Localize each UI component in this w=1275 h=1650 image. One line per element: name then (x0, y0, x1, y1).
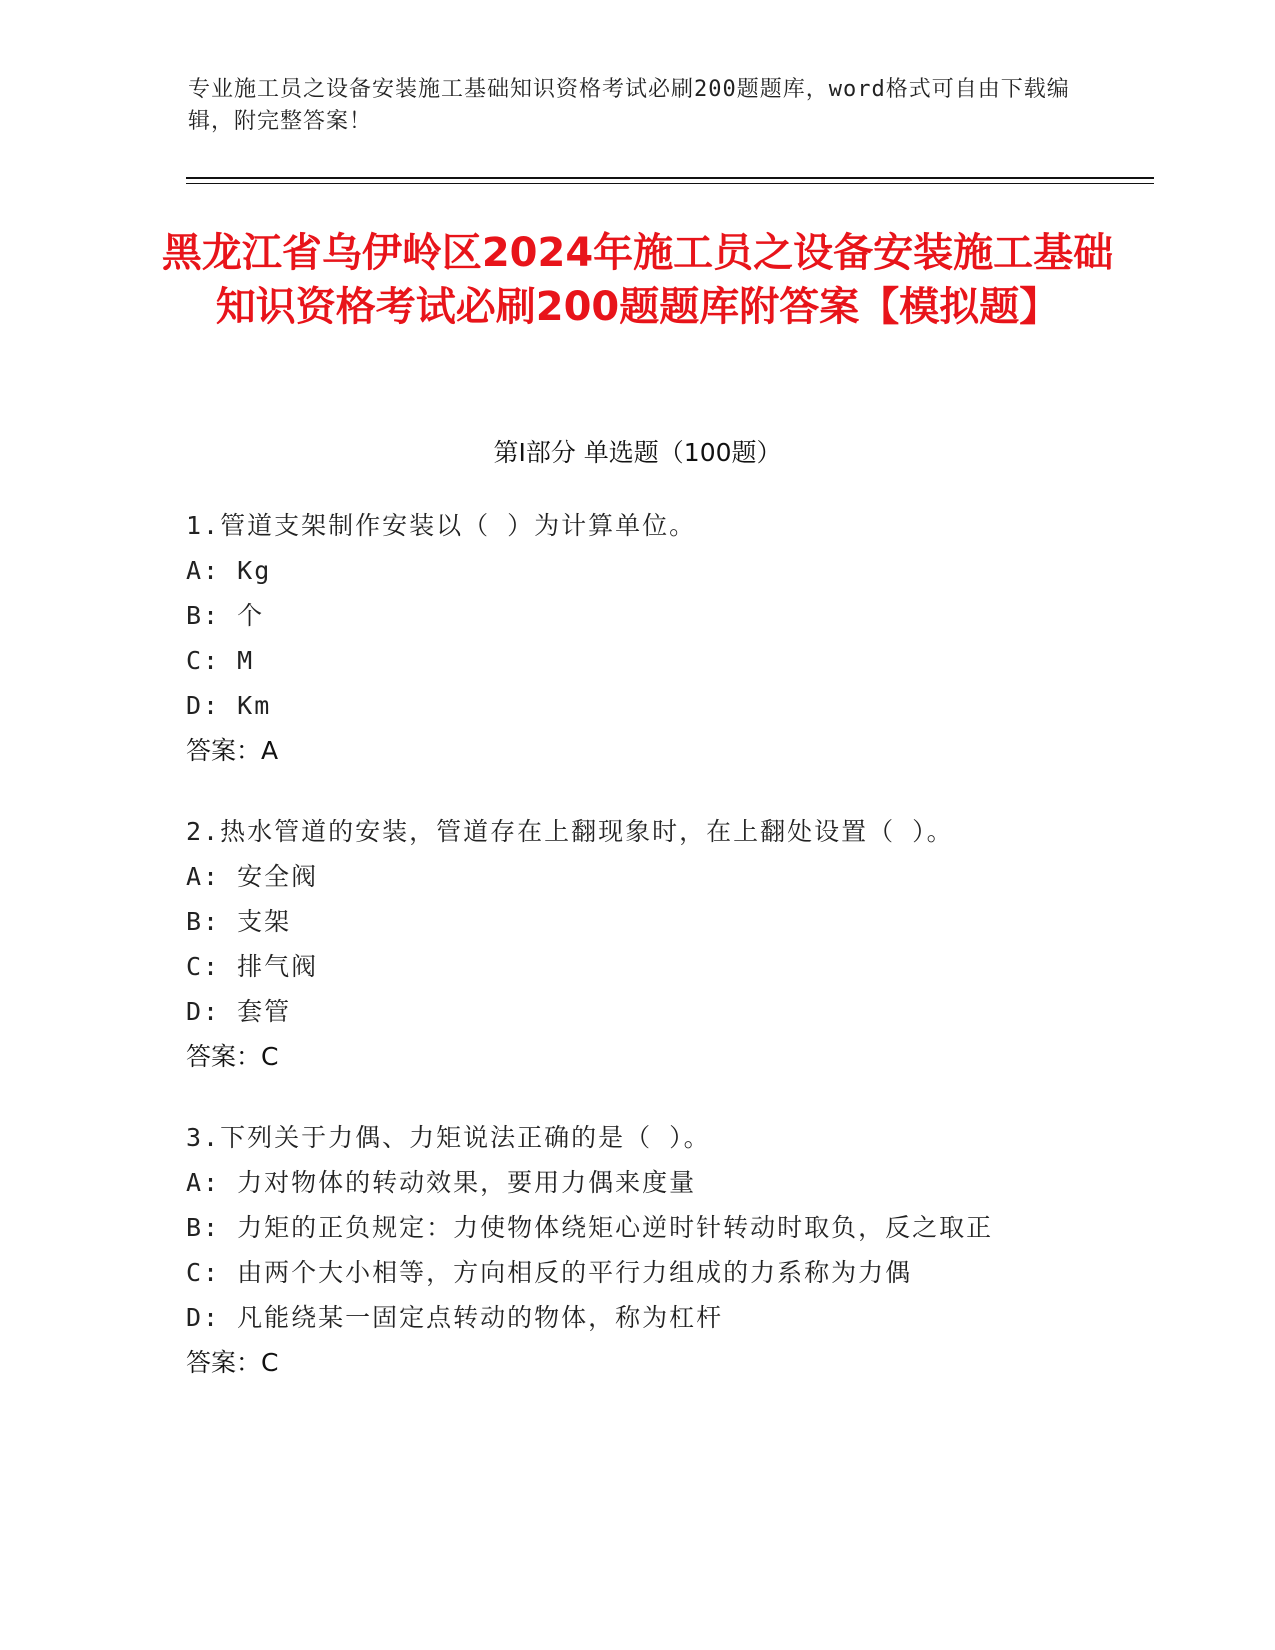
option-b: B: 个 (186, 601, 265, 630)
question-3 (186, 1115, 1086, 1385)
option-a: A: 力对物体的转动效果，要用力偶来度量 (186, 1168, 697, 1197)
question-text: 1.管道支架制作安装以（ ）为计算单位。 (186, 511, 697, 540)
option-c: C: M (186, 646, 255, 675)
answer-line: 答案：A (186, 736, 279, 765)
question-2 (186, 809, 1086, 1079)
document-title: 黑龙江省乌伊岭区2024年施工员之设备安装施工基础知识资格考试必刷200题题库附答案【模拟题】 (161, 230, 1114, 330)
option-c: C: 由两个大小相等，方向相反的平行力组成的力系称为力偶 (186, 1258, 913, 1287)
option-c: C: 排气阀 (186, 952, 319, 981)
header-divider-thin (186, 183, 1154, 184)
question-1 (186, 503, 1086, 773)
option-a: A: 安全阀 (186, 862, 319, 891)
option-d: D: 凡能绕某一固定点转动的物体，称为杠杆 (186, 1303, 724, 1332)
option-d: D: Km (186, 691, 272, 720)
answer-line: 答案：C (186, 1042, 279, 1071)
header-note: 专业施工员之设备安装施工基础知识资格考试必刷200题题库，word格式可自由下载编辑，附完整答案！ (188, 77, 1070, 134)
question-text: 3.下列关于力偶、力矩说法正确的是（ ）。 (186, 1123, 711, 1152)
option-d: D: 套管 (186, 997, 292, 1026)
section-title: 第Ⅰ部分 单选题（100题） (493, 438, 782, 467)
option-b: B: 力矩的正负规定：力使物体绕矩心逆时针转动时取负，反之取正 (186, 1213, 994, 1242)
question-text: 2.热水管道的安装，管道存在上翻现象时，在上翻处设置（ ）。 (186, 817, 954, 846)
answer-line: 答案：C (186, 1348, 279, 1377)
option-b: B: 支架 (186, 907, 292, 936)
option-a: A: Kg (186, 556, 272, 585)
header-divider-thick (186, 177, 1154, 179)
